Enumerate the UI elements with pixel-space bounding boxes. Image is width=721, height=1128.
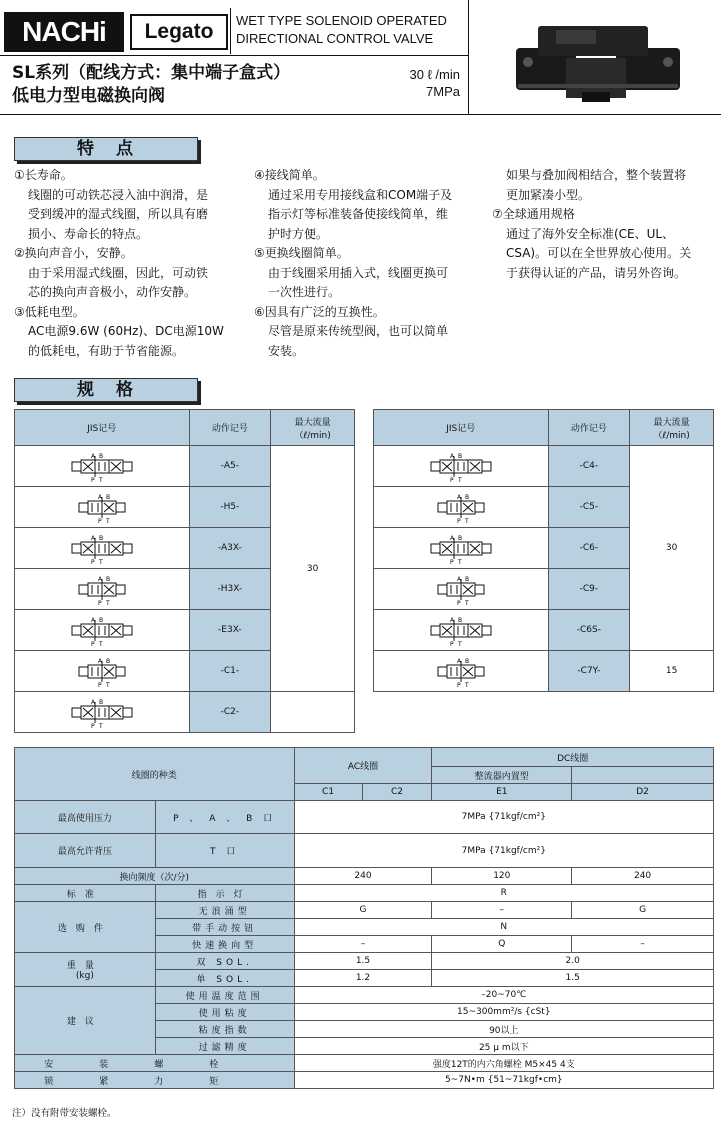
quick-ac-value: –: [294, 936, 432, 953]
action-code: -C9-: [548, 569, 630, 610]
hydraulic-symbol-icon: [421, 613, 501, 647]
features-heading: 特点: [14, 137, 198, 161]
feature-detail-line: 尽管是原来传统型阀，也可以简单: [268, 324, 449, 338]
spec-table-right: [373, 409, 714, 692]
quick-d2-value: –: [572, 936, 714, 953]
svg-text:P: P: [456, 518, 461, 524]
svg-text:A: A: [456, 494, 461, 501]
torque-value: 5~7N•m {51~71kgf•cm}: [294, 1072, 713, 1089]
svg-text:P: P: [449, 559, 454, 565]
single-dc-value: 1.5: [432, 970, 714, 987]
feature-detail-line: 护时方便。: [268, 226, 329, 241]
svg-text:A: A: [97, 658, 102, 665]
weight-label-text: 重量: [66, 961, 103, 971]
brand-logo: NACHi: [4, 12, 124, 52]
feature-detail-line: 芯的换向声音极小，动作安静。: [28, 285, 197, 299]
svg-text:T: T: [457, 559, 462, 565]
svg-text:T: T: [457, 477, 462, 483]
temp-value: –20~70℃: [294, 987, 713, 1004]
specs-heading: 规格: [14, 378, 198, 402]
viscosity-index-label: 粘度指数: [155, 1021, 294, 1038]
jis-symbol-cell: [15, 651, 190, 692]
feature-item-title: ③低耗电型。: [14, 304, 85, 319]
svg-text:A: A: [449, 617, 454, 624]
feature-detail-line: 由于采用湿式线圈，因此，可动铁: [28, 265, 209, 280]
action-code: -H3X-: [189, 569, 271, 610]
advice-label: 建议: [15, 987, 156, 1055]
manual-label: 带手动按钮: [155, 919, 294, 936]
svg-text:B: B: [98, 535, 103, 542]
feature-item-title: ②换向声音小，安静。: [14, 246, 133, 260]
e1-header: E1: [432, 784, 572, 801]
svg-text:B: B: [457, 617, 462, 624]
hydraulic-symbol-icon: [421, 654, 501, 688]
feature-item-title: ⑤更换线圈简单。: [254, 246, 349, 260]
feature-item-title: ④接线简单。: [254, 168, 325, 182]
coil-type-label: 线圈的种类: [15, 748, 295, 801]
max-flow-value: 30: [271, 446, 355, 692]
feature-item-title: ①长寿命。: [14, 168, 73, 182]
feature-detail-line: 通过采用专用接线盒和COM端子及: [268, 187, 453, 202]
hydraulic-symbol-icon: [421, 490, 501, 524]
feature-item-title: ⑥因具有广泛的互换性。: [254, 304, 385, 319]
t-port-label: T 口: [155, 834, 294, 868]
series-title-line2: 低电力型电磁换向阀: [12, 86, 165, 106]
surge-label: 无浪涌型: [155, 902, 294, 919]
feature-detail-line: 一次性进行。: [268, 285, 341, 299]
action-code: -C4-: [548, 446, 630, 487]
features-column-1: [14, 166, 244, 361]
feature-detail-line: 于获得认证的产品，请另外咨询。: [506, 265, 687, 280]
svg-text:B: B: [464, 494, 469, 501]
svg-text:P: P: [449, 641, 454, 647]
hydraulic-symbol-icon: [62, 490, 142, 524]
jis-symbol-cell: [374, 487, 549, 528]
header: [0, 0, 721, 115]
hydraulic-symbol-icon: [62, 572, 142, 606]
svg-text:B: B: [98, 453, 103, 460]
max-pressure-label: 最高使用压力: [15, 801, 156, 834]
svg-text:A: A: [97, 494, 102, 501]
svg-text:T: T: [98, 641, 103, 647]
freq-e1-value: 120: [432, 868, 572, 885]
surge-e1-value: –: [432, 902, 572, 919]
jis-symbol-cell: [15, 487, 190, 528]
double-dc-value: 2.0: [432, 953, 714, 970]
max-flow-value: 30: [630, 446, 714, 651]
col-flow: [630, 410, 714, 446]
d2-header: D2: [572, 784, 714, 801]
jis-symbol-cell: [374, 610, 549, 651]
svg-text:B: B: [105, 494, 110, 501]
svg-text:T: T: [98, 559, 103, 565]
bolt-value: 强度12T的内六角螺栓 M5×45 4支: [294, 1055, 713, 1072]
action-code: -C7Y-: [548, 651, 630, 692]
sub-brand-logo: Legato: [130, 14, 228, 50]
feature-detail-line: 线圈的可动铁芯浸入油中润滑，是: [28, 187, 209, 202]
back-pressure-value: 7MPa {71kgf/cm²}: [294, 834, 713, 868]
action-code: -E3X-: [189, 610, 271, 651]
col-action: 动作记号: [548, 410, 630, 446]
spec-table-left: [14, 409, 355, 733]
feature-item-title: ⑦全球通用规格: [492, 207, 575, 221]
english-title-line1: WET TYPE SOLENOID OPERATED: [236, 13, 447, 28]
svg-text:B: B: [457, 453, 462, 460]
valve-photo-icon: [498, 18, 698, 106]
quick-e1-value: Q: [432, 936, 572, 953]
svg-text:P: P: [90, 559, 95, 565]
temp-label: 使用温度范围: [155, 987, 294, 1004]
freq-ac-value: 240: [294, 868, 432, 885]
svg-text:P: P: [97, 518, 102, 524]
svg-text:P: P: [90, 641, 95, 647]
svg-text:A: A: [449, 535, 454, 542]
table-row: [15, 446, 355, 487]
svg-text:A: A: [456, 658, 461, 665]
hydraulic-symbol-icon: [62, 613, 142, 647]
action-code: -C1-: [189, 651, 271, 692]
svg-text:P: P: [97, 682, 102, 688]
ac-coil-header: AC线圈: [294, 748, 432, 784]
svg-text:T: T: [105, 682, 110, 688]
viscosity-label: 使用粘度: [155, 1004, 294, 1021]
c2-header: C2: [362, 784, 432, 801]
dc-coil-header: DC线圈: [432, 748, 714, 767]
table-row: [15, 692, 355, 733]
single-ac-value: 1.2: [294, 970, 432, 987]
features-column-2: [254, 166, 486, 361]
features-column-3: [492, 166, 718, 283]
series-spec: [380, 66, 460, 100]
svg-text:T: T: [98, 477, 103, 483]
empty-cell: [572, 767, 714, 784]
jis-symbol-cell: [374, 651, 549, 692]
svg-text:P: P: [449, 477, 454, 483]
feature-detail-line: 指示灯等标准装备使接线简单，维: [268, 207, 449, 221]
series-flow: 30 ℓ /min: [409, 67, 460, 82]
action-code: -A3X-: [189, 528, 271, 569]
double-sol-label: 双 SOL.: [155, 953, 294, 970]
divider: [0, 114, 721, 115]
svg-text:T: T: [105, 600, 110, 606]
filtration-label: 过滤精度: [155, 1038, 294, 1055]
table-row: [374, 651, 714, 692]
svg-text:A: A: [90, 535, 95, 542]
svg-text:P: P: [90, 477, 95, 483]
action-code: -C6-: [548, 528, 630, 569]
feature-detail-line: 安装。: [268, 343, 305, 358]
table-row: [374, 446, 714, 487]
col-flow-line1: 最大流量: [294, 417, 331, 428]
max-flow-value: [271, 692, 355, 733]
hydraulic-symbol-icon: [62, 695, 142, 729]
jis-symbol-cell: [15, 528, 190, 569]
svg-text:T: T: [98, 723, 103, 729]
max-pressure-value: 7MPa {71kgf/cm²}: [294, 801, 713, 834]
feature-detail-line: 的低耗电，有助于节省能源。: [28, 343, 185, 358]
option-label: 选购件: [15, 902, 156, 953]
svg-text:T: T: [105, 518, 110, 524]
max-flow-value: 15: [630, 651, 714, 692]
surge-d2-value: G: [572, 902, 714, 919]
double-ac-value: 1.5: [294, 953, 432, 970]
jis-symbol-cell: [15, 569, 190, 610]
action-code: -H5-: [189, 487, 271, 528]
hydraulic-symbol-icon: [421, 449, 501, 483]
pab-port-label: P 、 A 、 B 口: [155, 801, 294, 834]
freq-label: 换向频度（次/分): [15, 868, 295, 885]
hydraulic-symbol-icon: [62, 449, 142, 483]
back-pressure-label: 最高允许背压: [15, 834, 156, 868]
svg-text:P: P: [456, 600, 461, 606]
svg-text:B: B: [98, 699, 103, 706]
svg-text:T: T: [464, 682, 469, 688]
english-title: [236, 12, 468, 48]
viscosity-index-value: 90以上: [294, 1021, 713, 1038]
c1-header: C1: [294, 784, 362, 801]
svg-text:A: A: [90, 617, 95, 624]
jis-symbol-cell: [374, 569, 549, 610]
lamp-label: 指示灯: [155, 885, 294, 902]
hydraulic-symbol-icon: [421, 572, 501, 606]
svg-text:P: P: [97, 600, 102, 606]
series-title: [12, 62, 312, 108]
divider: [230, 8, 231, 54]
feature-detail-line: 由于线圈采用插入式，线圈更换可: [268, 265, 449, 280]
standard-label: 标准: [15, 885, 156, 902]
feature-detail-line: 通过了海外安全标准(CE、UL、: [506, 226, 675, 241]
col-action: 动作记号: [189, 410, 271, 446]
coil-table: [14, 747, 714, 1089]
filtration-value: 25 μ m以下: [294, 1038, 713, 1055]
col-flow-line2: （ℓ/min): [653, 430, 690, 441]
svg-text:T: T: [464, 600, 469, 606]
jis-symbol-cell: [15, 610, 190, 651]
svg-text:A: A: [456, 576, 461, 583]
divider: [0, 55, 468, 56]
jis-symbol-cell: [15, 446, 190, 487]
svg-text:T: T: [457, 641, 462, 647]
feature-detail-line: CSA)。可以在全世界放心使用。关: [506, 246, 692, 260]
hydraulic-symbol-icon: [62, 531, 142, 565]
col-flow-line2: （ℓ/min): [294, 430, 331, 441]
svg-text:P: P: [456, 682, 461, 688]
jis-symbol-cell: [374, 528, 549, 569]
svg-text:A: A: [90, 699, 95, 706]
jis-symbol-cell: [15, 692, 190, 733]
svg-text:B: B: [464, 576, 469, 583]
col-flow-line1: 最大流量: [653, 417, 690, 428]
feature-detail-line: 如果与叠加阀相结合，整个装置将: [506, 168, 687, 182]
svg-text:B: B: [98, 617, 103, 624]
viscosity-value: 15~300mm²/s {cSt}: [294, 1004, 713, 1021]
manual-value: N: [294, 919, 713, 936]
col-jis: JIS记号: [15, 410, 190, 446]
svg-text:T: T: [464, 518, 469, 524]
weight-label: [15, 953, 156, 987]
svg-text:B: B: [457, 535, 462, 542]
col-flow: [271, 410, 355, 446]
feature-detail-line: 更加紧凑小型。: [506, 187, 591, 202]
col-jis: JIS记号: [374, 410, 549, 446]
hydraulic-symbol-icon: [62, 654, 142, 688]
freq-d2-value: 240: [572, 868, 714, 885]
svg-text:A: A: [97, 576, 102, 583]
svg-text:B: B: [105, 658, 110, 665]
svg-text:A: A: [90, 453, 95, 460]
svg-text:B: B: [105, 576, 110, 583]
series-pressure: 7MPa: [426, 84, 460, 99]
single-sol-label: 单 SOL.: [155, 970, 294, 987]
svg-text:B: B: [464, 658, 469, 665]
feature-detail-line: 损小、寿命长的特点。: [28, 226, 149, 241]
quick-label: 快速换向型: [155, 936, 294, 953]
action-code: -C6S-: [548, 610, 630, 651]
surge-ac-value: G: [294, 902, 432, 919]
hydraulic-symbol-icon: [421, 531, 501, 565]
action-code: -A5-: [189, 446, 271, 487]
action-code: -C5-: [548, 487, 630, 528]
jis-symbol-cell: [374, 446, 549, 487]
svg-text:A: A: [449, 453, 454, 460]
footnote: 注）没有附带安装螺栓。: [12, 1108, 117, 1119]
rectifier-header: 整流器内置型: [432, 767, 572, 784]
torque-label: 锁紧力矩: [15, 1072, 295, 1089]
weight-unit: (kg): [75, 971, 94, 981]
english-title-line2: DIRECTIONAL CONTROL VALVE: [236, 31, 434, 46]
lamp-value: R: [294, 885, 713, 902]
bolt-label: 安装螺栓: [15, 1055, 295, 1072]
series-title-line1: SL系列（配线方式：集中端子盒式）: [12, 63, 291, 83]
feature-detail-line: AC电源9.6W (60Hz)、DC电源10W: [28, 324, 224, 338]
feature-detail-line: 受到缓冲的湿式线圈，所以具有磨: [28, 207, 209, 221]
action-code: -C2-: [189, 692, 271, 733]
svg-text:P: P: [90, 723, 95, 729]
